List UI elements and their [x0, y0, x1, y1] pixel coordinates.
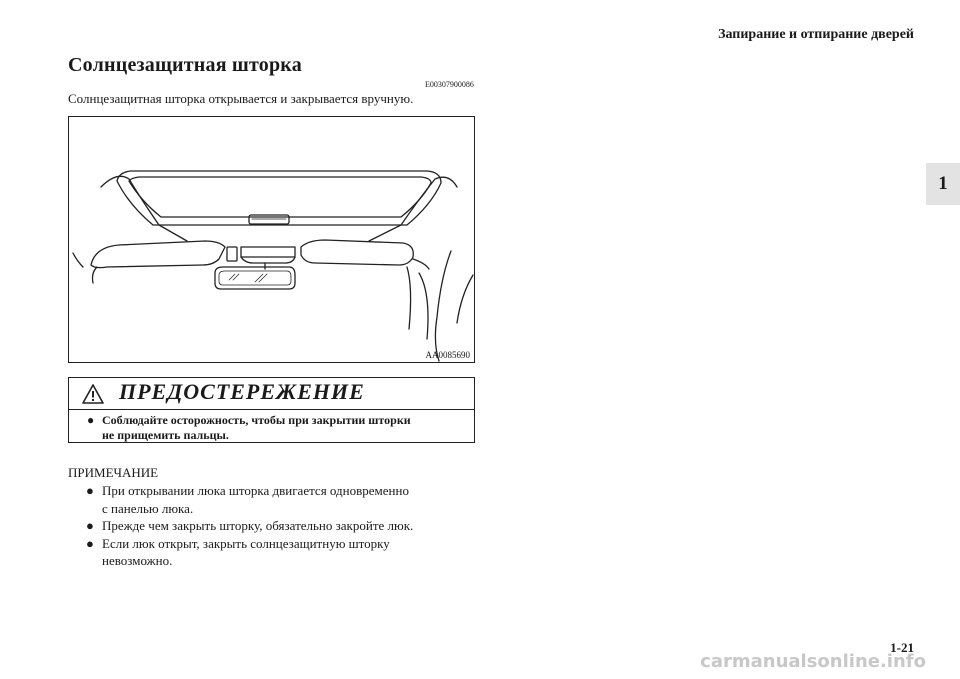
- note-item: [86, 482, 462, 517]
- warning-line: Соблюдайте осторожность, чтобы при закрытии шторки: [102, 413, 411, 427]
- section-title: Солнцезащитная шторка: [68, 54, 302, 76]
- sunroof-figure: [68, 116, 475, 363]
- section-code: E00307900086: [425, 80, 474, 89]
- bullet-icon: ●: [86, 483, 94, 498]
- sunroof-illustration: [69, 117, 474, 362]
- note-line: невозможно.: [102, 553, 173, 568]
- chapter-tab[interactable]: 1: [926, 163, 960, 205]
- warning-text: [87, 413, 411, 443]
- warning-triangle-icon: [82, 384, 104, 409]
- page-header-title: Запирание и отпирание дверей: [718, 27, 914, 42]
- note-line: Прежде чем закрыть шторку, обязательно закройте люк.: [102, 518, 414, 533]
- intro-text: Солнцезащитная шторка открывается и закрывается вручную.: [68, 91, 414, 106]
- bullet-icon: ●: [86, 518, 94, 533]
- warning-title: ПРЕДОСТЕРЕЖЕНИЕ: [119, 379, 365, 404]
- note-line: с панелью люка.: [102, 500, 194, 516]
- note-item: [86, 535, 462, 570]
- note-list: [86, 482, 462, 570]
- watermark-text: carmanualsonline.info: [700, 651, 926, 672]
- warning-line: не прищемить пальцы.: [102, 428, 229, 442]
- note-line: Если люк открыт, закрыть солнцезащитную шторку: [102, 535, 390, 551]
- note-item: [86, 517, 462, 535]
- note-line: При открывании люка шторка двигается одновременно: [102, 483, 409, 498]
- warning-box: [68, 377, 475, 443]
- bullet-icon: ●: [86, 535, 94, 551]
- bullet-icon: ●: [87, 413, 95, 427]
- page-number: 1-21: [890, 640, 914, 655]
- note-heading: ПРИМЕЧАНИЕ: [68, 465, 159, 480]
- warning-header: [69, 378, 474, 410]
- figure-code: AA0085690: [425, 350, 470, 360]
